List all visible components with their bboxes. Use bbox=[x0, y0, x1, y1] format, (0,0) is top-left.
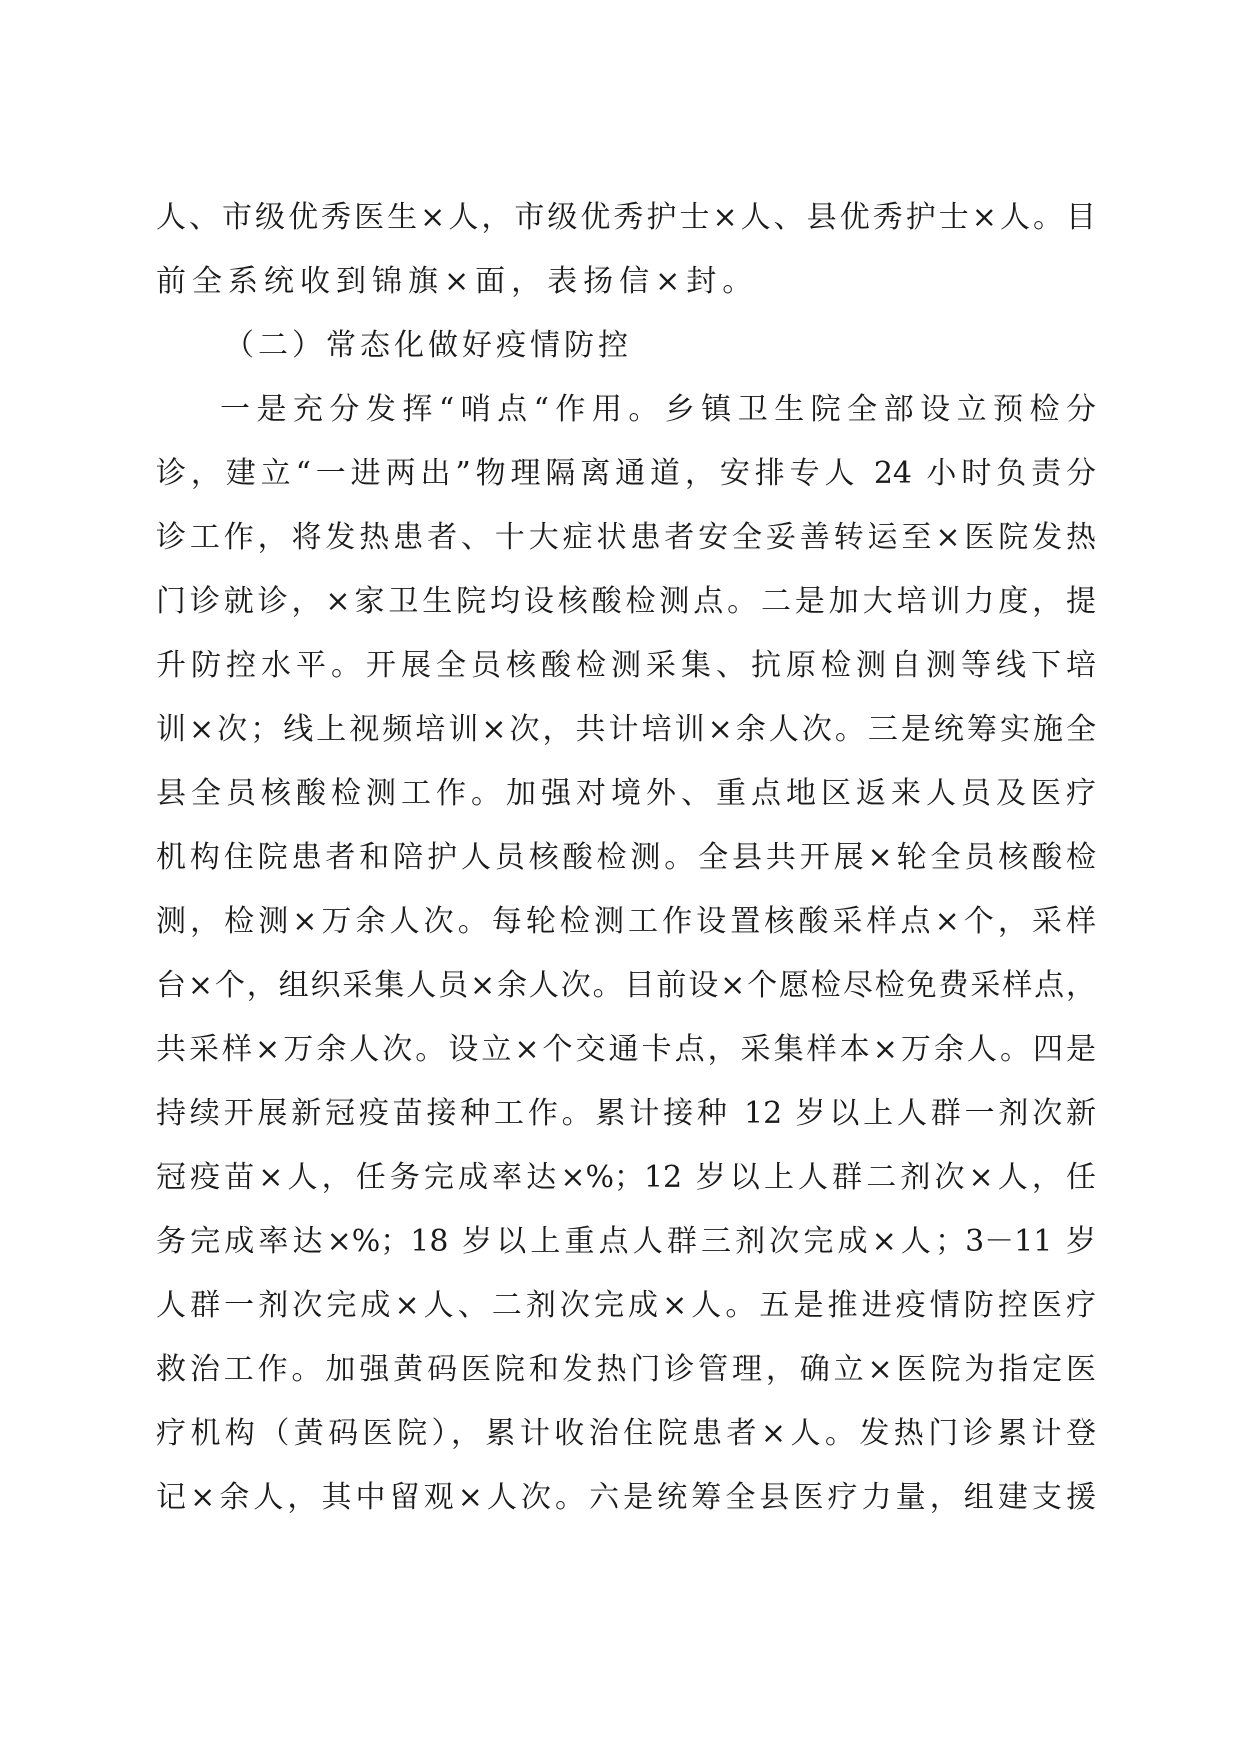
body-line: 前全系统收到锦旗×面，表扬信×封。 bbox=[156, 264, 759, 299]
body-line: 机构住院患者和陪护人员核酸检测。全县共开展×轮全员核酸检 bbox=[156, 840, 1096, 875]
body-line: 疗机构（黄码医院），累计收治住院患者×人。发热门诊累计登 bbox=[156, 1416, 1096, 1451]
body-line: 人、市级优秀医生×人，市级优秀护士×人、县优秀护士×人。目 bbox=[156, 200, 1096, 235]
body-line: 共采样×万余人次。设立×个交通卡点，采集样本×万余人。四是 bbox=[156, 1032, 1096, 1067]
body-line: 训×次；线上视频培训×次，共计培训×余人次。三是统筹实施全 bbox=[156, 712, 1096, 747]
body-line: 诊工作，将发热患者、十大症状患者安全妥善转运至×医院发热 bbox=[156, 520, 1096, 555]
body-line: 务完成率达×%；18 岁以上重点人群三剂次完成×人；3－11 岁 bbox=[156, 1224, 1096, 1259]
body-line: 门诊就诊，×家卫生院均设核酸检测点。二是加大培训力度，提 bbox=[156, 584, 1096, 619]
body-line: 测，检测×万余人次。每轮检测工作设置核酸采样点×个，采样 bbox=[156, 904, 1096, 939]
body-line: 一是充分发挥“哨点“作用。乡镇卫生院全部设立预检分 bbox=[220, 392, 1096, 427]
body-line: 记×余人，其中留观×人次。六是统筹全县医疗力量，组建支援 bbox=[156, 1480, 1096, 1515]
body-line: 冠疫苗×人，任务完成率达×%；12 岁以上人群二剂次×人，任 bbox=[156, 1160, 1096, 1195]
body-line: 持续开展新冠疫苗接种工作。累计接种 12 岁以上人群一剂次新 bbox=[156, 1096, 1096, 1131]
body-line: 升防控水平。开展全员核酸检测采集、抗原检测自测等线下培 bbox=[156, 648, 1096, 683]
section-heading: （二）常态化做好疫情防控 bbox=[224, 328, 632, 363]
body-line: 台×个，组织采集人员×余人次。目前设×个愿检尽检免费采样点， bbox=[156, 968, 1096, 1003]
body-line: 人群一剂次完成×人、二剂次完成×人。五是推进疫情防控医疗 bbox=[156, 1288, 1096, 1323]
document-body bbox=[156, 186, 1096, 1530]
body-line: 救治工作。加强黄码医院和发热门诊管理，确立×医院为指定医 bbox=[156, 1352, 1096, 1387]
body-line: 诊，建立“一进两出”物理隔离通道，安排专人 24 小时负责分 bbox=[156, 456, 1096, 491]
body-line: 县全员核酸检测工作。加强对境外、重点地区返来人员及医疗 bbox=[156, 776, 1096, 811]
